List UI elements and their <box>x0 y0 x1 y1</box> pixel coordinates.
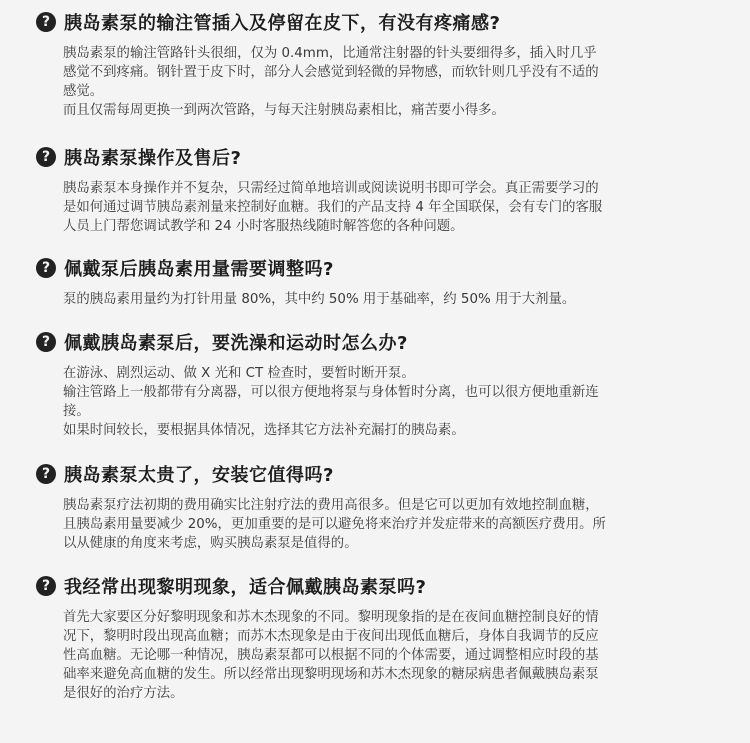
question-icon: ? <box>36 464 56 484</box>
answer-line: 以从健康的角度来考虑，购买胰岛素泵是值得的。 <box>63 536 358 551</box>
faq-question: 佩戴胰岛素泵后，要洗澡和运动时怎么办? <box>64 333 408 354</box>
faq-answer <box>63 290 715 309</box>
answer-line: 输注管路上一般都带有分离器，可以很方便地将泵与身体暂时分离，也可以很方便地重新连 <box>63 385 599 400</box>
answer-line: 感觉。 <box>63 84 104 99</box>
faq-answer <box>63 496 715 553</box>
faq-question-row <box>36 460 334 488</box>
question-icon: ? <box>36 12 56 32</box>
answer-line: 而且仅需每周更换一到两次管路，与每天注射胰岛素相比，痛苦要小得多。 <box>63 103 505 118</box>
question-icon: ? <box>36 576 56 596</box>
answer-line: 性高血糖。无论哪一种情况，胰岛素泵都可以根据不同的个体需要，通过调整相应时段的基 <box>63 648 599 663</box>
question-icon: ? <box>36 332 56 352</box>
faq-answer <box>63 608 715 703</box>
question-icon: ? <box>36 258 56 278</box>
answer-line: 泵的胰岛素用量约为打针用量 80%，其中约 50% 用于基础率，约 50% 用于大剂量。 <box>63 292 576 307</box>
faq-answer <box>63 44 715 120</box>
answer-line: 胰岛素泵疗法初期的费用确实比注射疗法的费用高很多。但是它可以更加有效地控制血糖， <box>63 498 599 513</box>
answer-line: 接。 <box>63 404 90 419</box>
faq-question-row <box>36 328 408 356</box>
faq-question: 胰岛素泵操作及售后? <box>64 148 242 169</box>
answer-line: 首先大家要区分好黎明现象和苏木杰现象的不同。黎明现象指的是在夜间血糖控制良好的情 <box>63 610 599 625</box>
answer-line: 胰岛素泵本身操作并不复杂，只需经过简单地培训或阅读说明书即可学会。真正需要学习的 <box>63 181 599 196</box>
answer-line: 如果时间较长，要根据具体情况，选择其它方法补充漏打的胰岛素。 <box>63 423 465 438</box>
question-icon: ? <box>36 147 56 167</box>
faq-question: 佩戴泵后胰岛素用量需要调整吗? <box>64 259 334 280</box>
answer-line: 是如何通过调节胰岛素剂量来控制好血糖。我们的产品支持 4 年全国联保，会有专门的客服 <box>63 200 603 215</box>
answer-line: 且胰岛素用量要减少 20%，更加重要的是可以避免将来治疗并发症带来的高额医疗费用。所 <box>63 517 606 532</box>
faq-question-row <box>36 143 241 171</box>
faq-answer <box>63 179 715 236</box>
faq-question: 胰岛素泵太贵了，安装它值得吗? <box>64 465 334 486</box>
faq-question: 胰岛素泵的输注管插入及停留在皮下，有没有疼痛感? <box>64 13 501 34</box>
faq-question: 我经常出现黎明现象，适合佩戴胰岛素泵吗? <box>64 577 427 598</box>
answer-line: 在游泳、剧烈运动、做 X 光和 CT 检查时，要暂时断开泵。 <box>63 366 415 381</box>
answer-line: 础率来避免高血糖的发生。所以经常出现黎明现场和苏木杰现象的糖尿病患者佩戴胰岛素泵 <box>63 667 599 682</box>
faq-question-row <box>36 254 334 282</box>
faq-question-row <box>36 8 500 36</box>
answer-line: 胰岛素泵的输注管路针头很细，仅为 0.4mm，比通常注射器的针头要细得多，插入时几乎 <box>63 46 597 61</box>
faq-answer <box>63 364 715 440</box>
answer-line: 是很好的治疗方法。 <box>63 686 184 701</box>
answer-line: 况下，黎明时段出现高血糖；而苏木杰现象是由于夜间出现低血糖后，身体自我调节的反应 <box>63 629 599 644</box>
faq-question-row <box>36 572 426 600</box>
answer-line: 人员上门帮您调试教学和 24 小时客服热线随时解答您的各种问题。 <box>63 219 464 234</box>
answer-line: 感觉不到疼痛。钢针置于皮下时，部分人会感觉到轻微的异物感，而软针则几乎没有不适的 <box>63 65 599 80</box>
